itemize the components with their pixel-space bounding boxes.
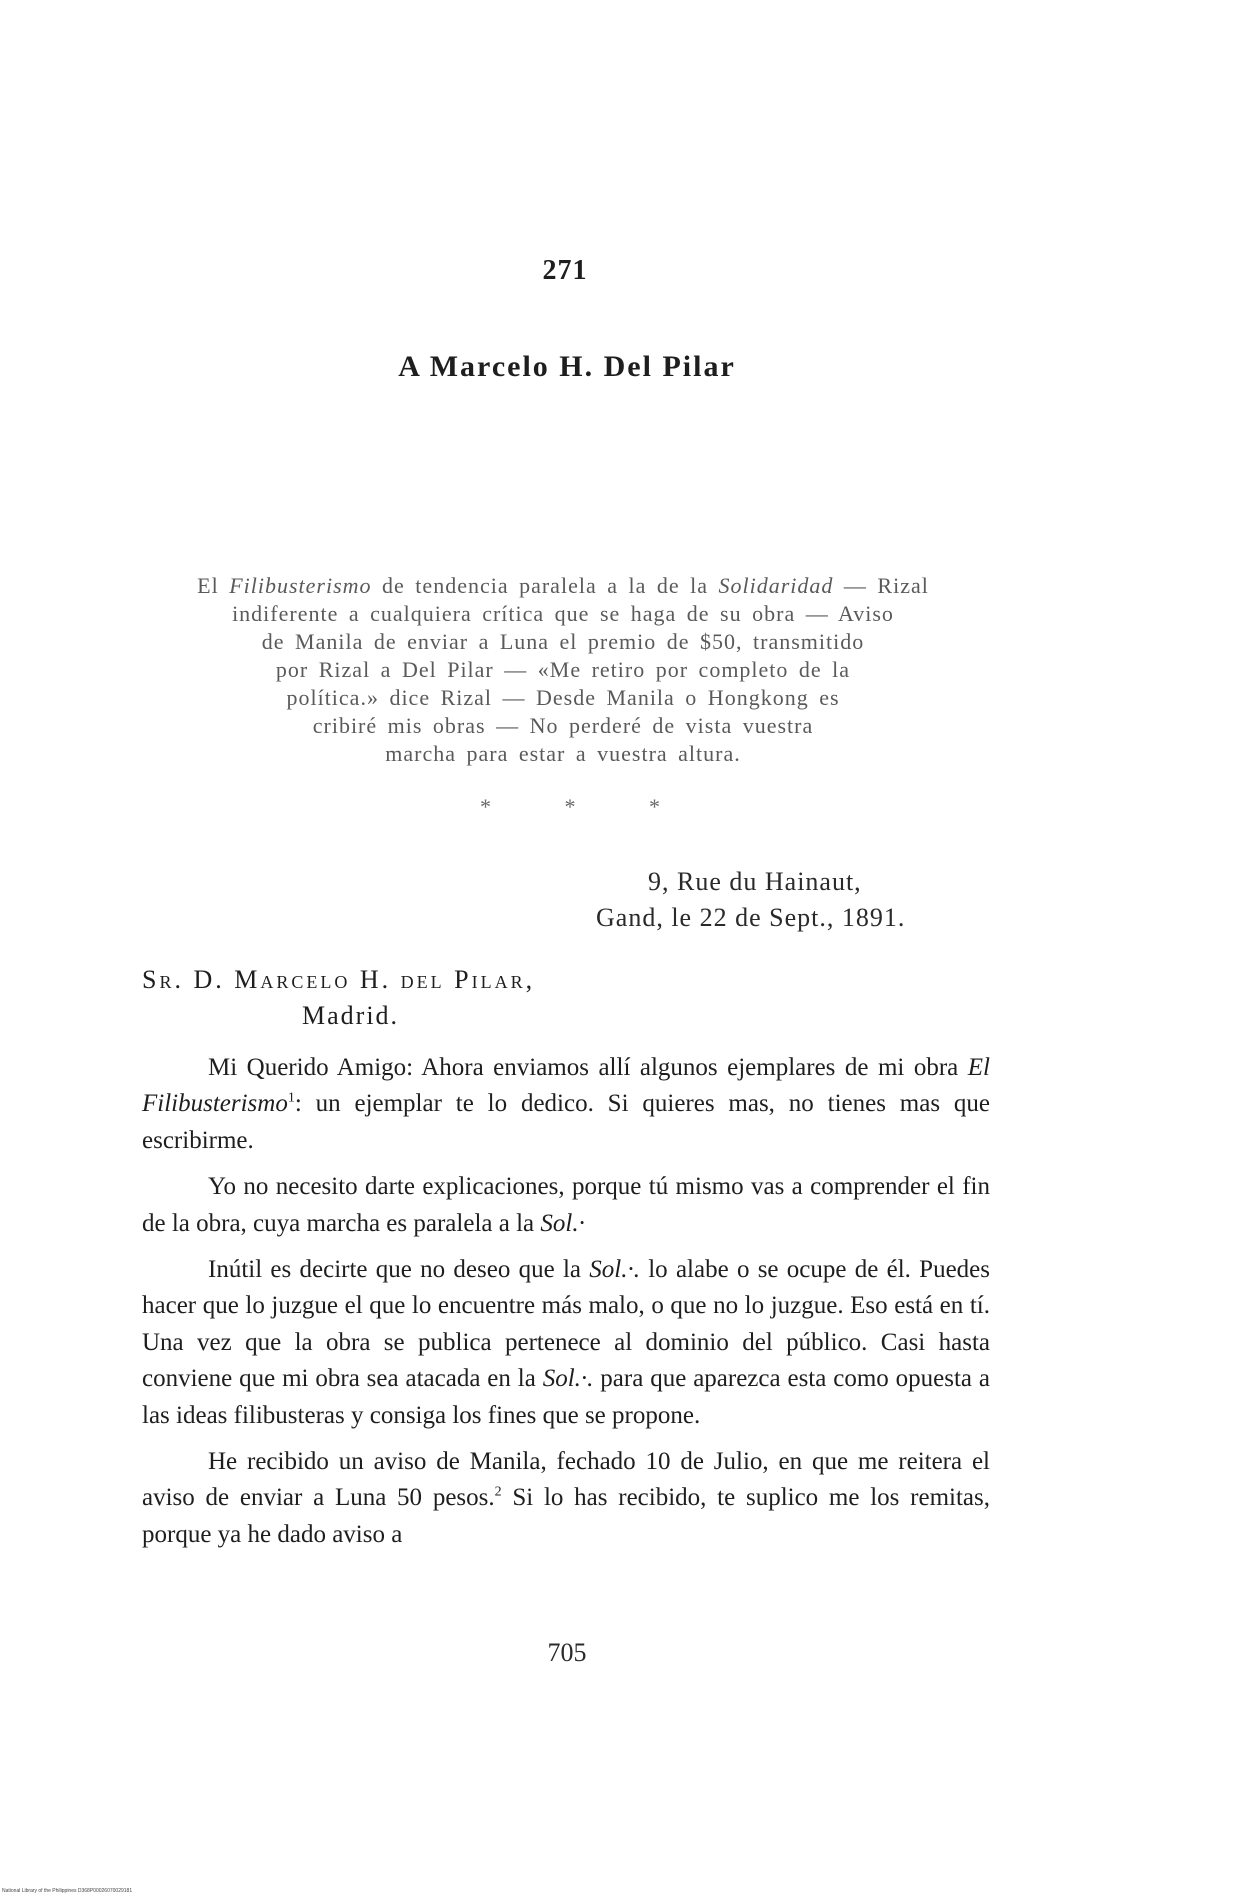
- asterisk-icon: *: [480, 794, 491, 819]
- body-paragraph: Mi Querido Amigo: Ahora enviamos allí algunos ejemplares de mi obra El Filibusterismo$^1$: un ejemplar te lo dedico. Si quieres mas, no tienes mas que escribirme.: [142, 1054, 990, 1154]
- summary-line: El Filibusterismo de tendencia paralela a la de la Solidaridad — Rizal: [197, 573, 929, 598]
- sender-address: [560, 864, 988, 936]
- asterisk-icon: *: [564, 794, 576, 819]
- asterisk-icon: *: [649, 794, 660, 819]
- summary-line: de Manila de enviar a Luna el premio de $50, transmitido: [261, 629, 865, 654]
- section-separator: [480, 794, 660, 820]
- body-paragraph: Inútil es decirte que no deseo que la Sol.·. lo alabe o se ocupe de él. Puedes hacer que lo juzgue el que lo encuentre más malo, o que no lo juzgue. Eso está en tí. Una vez que la obra se publica pertenece al dominio del público. Casi hasta conviene que mi obra sea atacada en la Sol.·. para que aparezca esta como opuesta a las ideas filibusteras y consiga los fines que se propone.: [142, 1256, 991, 1429]
- body-paragraph: Yo no necesito darte explicaciones, porque tú mismo vas a comprender el fin de la obra, cuya marcha es paralela a la Sol.·: [142, 1173, 990, 1237]
- summary-line: marcha para estar a vuestra altura.: [385, 741, 741, 766]
- recipient-name: Sr. D. Marcelo H. del Pilar,: [142, 965, 536, 994]
- address-street: 9, Rue du Hainaut,: [648, 867, 862, 896]
- body-paragraph: He recibido un aviso de Manila, fechado 10 de Julio, en que me reitera el aviso de enviar a Luna 50 pesos.$^2$ Si lo has recibido, te suplico me los remitas, porque ya he dado aviso a: [142, 1448, 990, 1548]
- summary-line: cribiré mis obras — No perderé de vista vuestra: [312, 713, 814, 738]
- footnote-marker: 1: [287, 1091, 295, 1107]
- recipient-city: Madrid.: [302, 1001, 400, 1030]
- summary-line: indiferente a cualquiera crítica que se haga de su obra — Aviso: [232, 601, 894, 626]
- summary-line: política.» dice Rizal — Desde Manila o Hongkong es: [286, 685, 840, 710]
- footnote-marker: 2: [494, 1485, 502, 1501]
- summary-line: por Rizal a Del Pilar — «Me retiro por completo de la: [275, 657, 851, 682]
- recipient-salutation: [142, 962, 984, 1034]
- book-title: El Filibusterismo: [142, 1054, 990, 1118]
- letter-body: [142, 1050, 990, 1563]
- page-number: 271: [542, 255, 588, 286]
- letter-title: A Marcelo H. Del Pilar: [398, 350, 736, 383]
- footer-page-number: 705: [547, 1638, 587, 1667]
- newspaper-abbrev: Sol.·: [540, 1209, 585, 1237]
- letter-summary: [142, 572, 984, 768]
- address-date: Gand, le 22 de Sept., 1891.: [596, 903, 906, 932]
- summary-italic-newspaper: Solidaridad: [718, 573, 834, 598]
- newspaper-abbrev: Sol.·.: [542, 1365, 594, 1393]
- newspaper-abbrev: Sol.·.: [589, 1256, 640, 1284]
- summary-italic-title: Filibusterismo: [229, 573, 372, 598]
- library-credit: National Library of the Philippines D368P00026070029181: [2, 1888, 133, 1894]
